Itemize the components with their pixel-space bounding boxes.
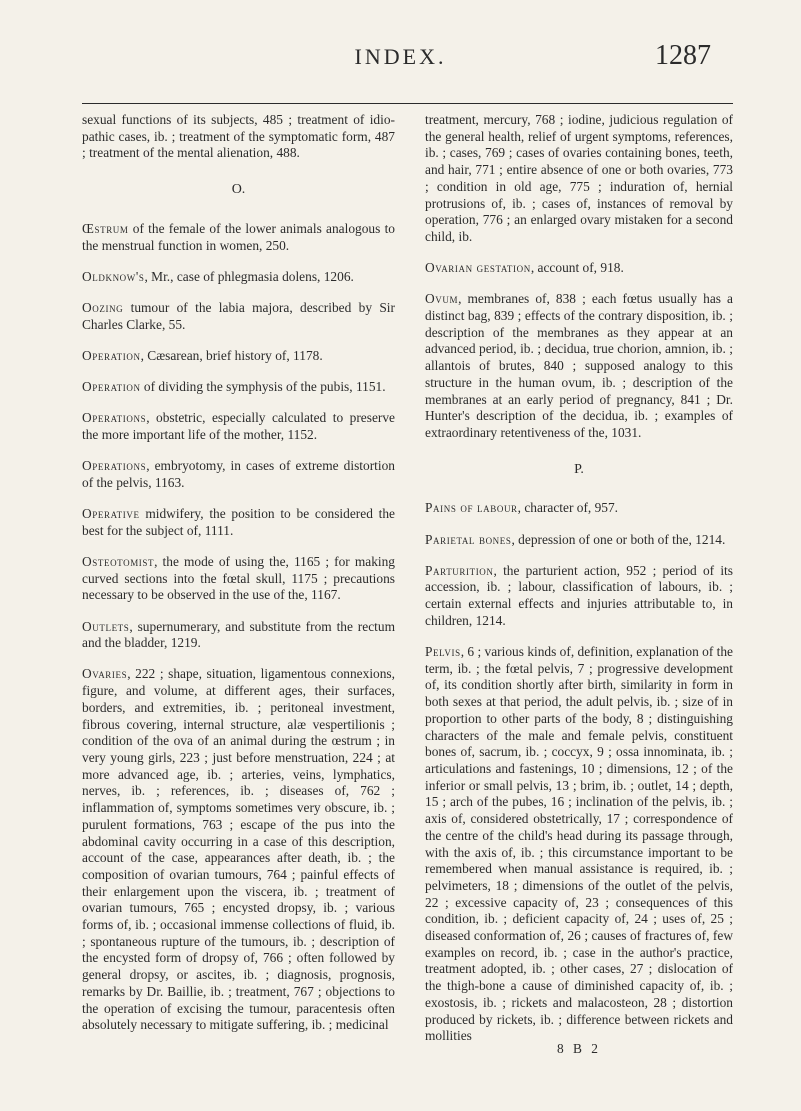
- headword: Ovarian gestation: [425, 260, 531, 276]
- entry-text: , Mr., case of phlegmasia dolens, 1206.: [144, 268, 354, 284]
- headword: Operations: [82, 458, 147, 474]
- right-column: [425, 112, 733, 1097]
- header-rule: [82, 103, 733, 104]
- headword: Œstrum: [82, 220, 129, 236]
- headword: Osteotomist: [82, 553, 155, 569]
- index-entry-parietal-bones: [425, 532, 733, 549]
- entry-text: , obstetric, especially calculated to preserve the more important life of the mother, 1152.: [82, 410, 395, 442]
- index-entry-operative: [82, 506, 395, 539]
- page-header: [0, 38, 801, 78]
- headword: Oldknow's: [82, 268, 145, 284]
- index-entry-oldknow: [82, 269, 395, 286]
- index-entry-ovaries: [82, 666, 395, 1033]
- index-entry-ovarian-gestation: [425, 260, 733, 277]
- section-letter-o: O.: [231, 182, 246, 198]
- index-entry-sexual-functions: sexual functions of its subjects, 485 ; treatment of idio-pathic cases, ib. ; treatment of the symptomatic form, 487 ; treatment of the mental alienation, 488.: [82, 112, 395, 161]
- entry-text: , the parturient action, 952 ; period of its accession, ib. ; labour, classification of labours, ib. ; certain external effects and injuries attributable to, in children, 1214.: [425, 562, 733, 628]
- entry-text: , Cæsarean, brief history of, 1178.: [140, 347, 323, 363]
- entry-text: , 6 ; various kinds of, definition, explanation of the term, ib. ; the fœtal pelvis, 7 ; progressive development of, its condition shortly after birth, similarity in form in both sexes at that period, the adult pelvis, ib. ; size of in proportion to other parts of the body, 8 ; distinguishing characters of the male and female pelvis, constituent bones of, sacrum, ib. ; coccyx, 9 ; ossa innominata, ib. ; articulations and fastenings, 10 ; dimensions, 12 ; of the inferior or small pelvis, 13 ; brim, ib. ; outlet, 14 ; depth, 15 ; arch of the pubes, 16 ; inclination of the pelvis, ib. ; axis of, considered obstetrically, 17 ; correspondence of the centre of the child's head during its passage through, with the axis of, ib. ; this circumstance important to be remembered when manual assistance is required, ib. ; pelvimeters, 18 ; dimensions of the outlet of the pelvis, 22 ; excessive capacity of, 23 ; consequences of this condition, ib. ; deficient capacity of, 24 ; uses of, 25 ; diseased conformation of, 26 ; causes of fractures of, few examples on record, ib. ; case in the author's practice, treatment adopted, ib. ; other cases, 27 ; dislocation of the thigh-bone a cause of diminished capacity of, ib. ; exostosis, ib. ; rickets and malacosteon, 28 ; distortion produced by rickets, ib. ; difference between rickets and mollities: [425, 644, 733, 1044]
- entry-text: , membranes of, 838 ; each fœtus usually has a distinct bag, 839 ; effects of the contrary disposition, ib. ; description of the membranes as they appear at an advanced period, ib. ; decidua, true chorion, amnion, ib. ; allantois of brutes, 840 ; supposed analogy to this structure in the human ovum, ib. ; description of the membranes at an early period of pregnancy, 841 ; Dr. Hunter's description of the decidua, ib. ; examples of extraordinary retentiveness of the, 1031.: [425, 291, 733, 440]
- index-entry-ovaries-continued: treatment, mercury, 768 ; iodine, judicious regulation of the general health, relief of urgent symptoms, references, ib. ; cases, 769 ; cases of ovaries containing bones, teeth, and hair, 771 ; entire absence of one or both ovaries, 773 ; condition in old age, 775 ; induration of, hernial protrusions of, ib. ; cases of, instances of removal by operation, 776 ; an enlarged ovary mistaken for a second child, ib.: [425, 112, 733, 244]
- index-entry-operation-symphysis: [82, 379, 395, 396]
- headword: Ovaries: [82, 666, 128, 682]
- index-entry-oestrum: [82, 221, 395, 254]
- entry-text: , depression of one or both of the, 1214.: [511, 531, 726, 547]
- running-title: INDEX.: [354, 44, 447, 69]
- entry-text: of dividing the symphysis of the pubis, 1151.: [140, 379, 386, 395]
- index-entry-outlets: [82, 619, 395, 652]
- index-entry-operations-embryotomy: [82, 458, 395, 491]
- index-entry-pelvis: [425, 644, 733, 1045]
- headword: Pelvis: [425, 644, 461, 660]
- headword: Operation: [82, 347, 141, 363]
- entry-text: tumour of the labia majora, described by Sir Charles Clarke, 55.: [82, 299, 395, 332]
- entry-text: , account of, 918.: [530, 260, 624, 276]
- headword: Operative: [82, 506, 140, 522]
- index-entry-pains-of-labour: [425, 500, 733, 517]
- index-entry-parturition: [425, 563, 733, 630]
- headword: Operations: [82, 410, 147, 426]
- headword: Operation: [82, 379, 141, 395]
- headword: Outlets: [82, 618, 130, 634]
- headword: Parietal bones: [425, 531, 512, 547]
- index-entry-ovum: [425, 291, 733, 441]
- headword: Oozing: [82, 299, 124, 315]
- section-letter-p: P.: [574, 461, 584, 477]
- entry-text: , 222 ; shape, situation, ligamentous connexions, figure, and volume, at different ages, their surfaces, borders, and extremities, ib. ; peritoneal investment, fibrous covering, internal structure, alæ vespertilionis ; condition of the ova of an animal during the œstrum ; in very young girls, 223 ; just before menstruation, 224 ; at more advanced age, ib. ; arteries, veins, lymphatics, nerves, ib. ; references, ib. ; diseases of, 762 ; inflammation of, symptoms sometimes very obscure, ib. ; purulent formations, 763 ; escape of the pus into the abdominal cavity occurring in a case of this description, account of the case, appearances after death, ib. ; the composition of ovarian tumours, 764 ; painful effects of their enlargement upon the viscera, ib. ; treatment of ovarian tumours, 765 ; encysted dropsy, ib. ; various forms of, ib. ; occasional immense collections of fluid, ib. ; spontaneous rupture of the tumours, ib. ; description of the encysted form of dropsy of, 766 ; often followed by general dropsy, or ascites, ib. ; diagnosis, prognosis, remarks by Dr. Baillie, ib. ; treatment, 767 ; objections to the operation of excising the tumour, paracentesis often absolutely necessary to mitigate suffering, ib. ; medicinal: [82, 666, 395, 1033]
- index-entry-operation-caesarean: [82, 348, 395, 365]
- headword: Pains of labour: [425, 500, 518, 516]
- entry-text: , embryotomy, in cases of extreme distortion of the pelvis, 1163.: [82, 458, 395, 490]
- entry-text: , supernumerary, and substitute from the rectum and the bladder, 1219.: [82, 618, 395, 651]
- entry-text: of the female of the lower animals analogous to the menstrual function in women, 250.: [82, 220, 395, 253]
- headword: Ovum: [425, 291, 459, 307]
- index-entry-operations-obstetric: [82, 410, 395, 443]
- printer-signature-mark: 8 B 2: [556, 1040, 602, 1056]
- left-column: [82, 112, 395, 1097]
- index-entry-osteotomist: [82, 554, 395, 604]
- entry-text: , the mode of using the, 1165 ; for making curved sections into the fœtal skull, 1175 ; precautions necessary to be observed in the use of the, 1167.: [82, 553, 395, 603]
- page-number: 1287: [655, 40, 711, 71]
- index-entry-oozing: [82, 300, 395, 333]
- headword: Parturition: [425, 562, 494, 578]
- entry-text: , character of, 957.: [517, 500, 619, 516]
- entry-text: midwifery, the position to be considered the best for the subject of, 1111.: [82, 506, 395, 538]
